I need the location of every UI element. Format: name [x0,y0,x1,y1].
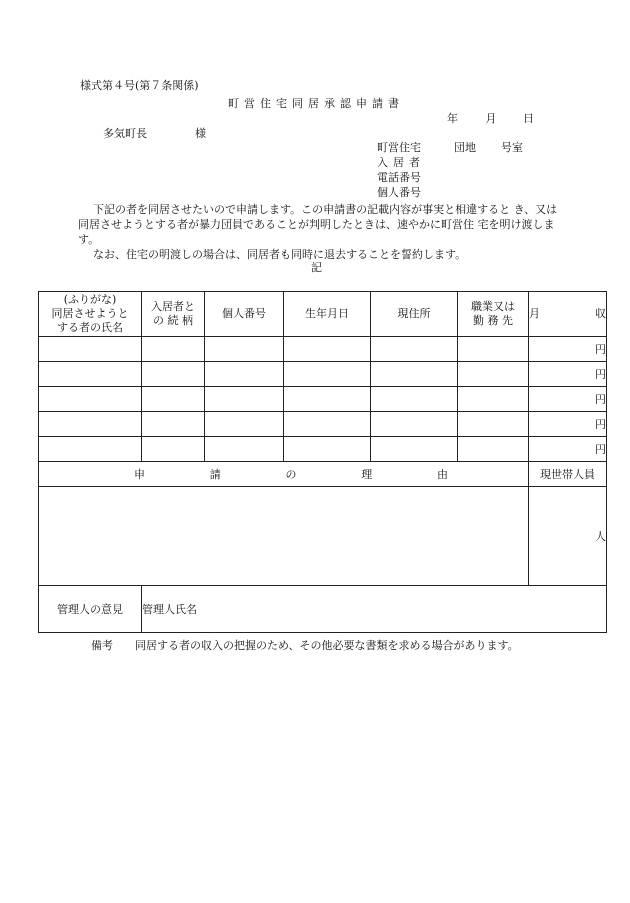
cell-relation[interactable] [142,412,205,437]
manager-opinion-field[interactable] [142,586,607,633]
header-name-line1: 同居させようと [51,307,129,320]
manager-opinion-label: 管理人の意見 [39,586,142,633]
application-table [38,291,607,633]
cell-my-number[interactable] [205,412,284,437]
reason-header-row [39,462,607,487]
table-row [39,362,607,387]
cell-address[interactable] [371,412,458,437]
reason-char: の [285,467,297,481]
header-job-line1: 職業又は [471,300,515,313]
cell-income[interactable]: 円 [529,362,607,387]
household-count-header: 現世帯人員 [529,462,607,487]
form-title: 町営住宅同居承認申請書 [228,97,404,110]
cell-job[interactable] [458,362,529,387]
form-number: 様式第４号(第７条関係) [80,79,199,92]
body-paragraph-2: なお、住宅の明渡しの場合は、同居者も同時に退去することを誓約します。 [93,248,467,261]
notes-text: 同居する者の収入の把握のため、その他必要な書類を求める場合があります。 [135,639,519,652]
cell-birthdate[interactable] [284,337,371,362]
date-row [447,113,534,124]
cell-job[interactable] [458,337,529,362]
table-row [39,337,607,362]
cell-birthdate[interactable] [284,362,371,387]
applicant-housing [377,142,523,153]
header-name-line2: する者の氏名 [57,321,123,334]
cell-income[interactable]: 円 [529,412,607,437]
addressee [103,128,206,139]
applicant-resident-label: 入居者 [377,156,425,169]
cell-address[interactable] [371,437,458,462]
complex-label: 団地 [454,141,476,154]
cell-relation[interactable] [142,387,205,412]
body-text [78,202,558,262]
manager-row [39,586,607,633]
cell-job[interactable] [458,437,529,462]
header-relation-line2: の 続 柄 [153,314,193,327]
cell-income[interactable]: 円 [529,437,607,462]
cell-name[interactable] [39,412,142,437]
cell-job[interactable] [458,387,529,412]
reason-char: 請 [209,467,221,481]
reason-header [39,462,529,487]
table-row [39,387,607,412]
cell-name[interactable] [39,387,142,412]
cell-address[interactable] [371,362,458,387]
date-month: 月 [485,112,497,125]
reason-char: 理 [361,467,373,481]
cell-my-number[interactable] [205,437,284,462]
header-income-month: 月 [529,307,566,320]
room-label: 号室 [501,141,523,154]
header-name [39,292,142,337]
cell-name[interactable] [39,437,142,462]
header-job [458,292,529,337]
table-row [39,412,607,437]
cell-my-number[interactable] [205,362,284,387]
date-year: 年 [447,112,458,125]
manager-name-label: 管理人氏名 [142,602,197,616]
applicant-phone-label: 電話番号 [377,171,421,184]
cell-name[interactable] [39,362,142,387]
header-income-label: 収 [595,307,606,320]
header-income [529,292,607,337]
header-birthdate: 生年月日 [284,292,371,337]
body-paragraph-1: 下記の者を同居させたいので申請します。この申請書の記載内容が事実と相違すると き、又は同居させようとする者が暴力団員であることが判明したときは、速やかに町営住 宅を明け渡します。 [78,203,558,246]
cell-address[interactable] [371,337,458,362]
cell-job[interactable] [458,412,529,437]
ki-label: 記 [311,261,322,274]
reason-char: 申 [134,467,145,481]
applicant-mynumber-label: 個人番号 [377,186,421,199]
date-day: 日 [523,112,534,125]
addressee-name: 多気町長 [103,127,147,140]
reason-field[interactable] [39,487,529,586]
cell-address[interactable] [371,387,458,412]
header-my-number: 個人番号 [205,292,284,337]
reason-char: 由 [437,467,448,481]
reason-title [39,469,528,480]
header-job-line2: 勤 務 先 [473,314,513,327]
notes [91,640,519,651]
cell-income[interactable]: 円 [529,387,607,412]
table-row [39,437,607,462]
housing-label: 町営住宅 [377,141,421,154]
table-header-row [39,292,607,337]
cell-my-number[interactable] [205,387,284,412]
cell-birthdate[interactable] [284,412,371,437]
cell-relation[interactable] [142,362,205,387]
header-relation-line1: 入居者と [151,300,195,313]
header-furigana: (ふりがな) [63,293,117,306]
reason-body-row [39,487,607,586]
cell-income[interactable]: 円 [529,337,607,362]
cell-relation[interactable] [142,437,205,462]
cell-my-number[interactable] [205,337,284,362]
header-relation [142,292,205,337]
cell-relation[interactable] [142,337,205,362]
cell-birthdate[interactable] [284,387,371,412]
household-count-field[interactable]: 人 [529,487,607,586]
cell-birthdate[interactable] [284,437,371,462]
notes-label: 備考 [91,639,113,652]
header-address: 現住所 [371,292,458,337]
cell-name[interactable] [39,337,142,362]
addressee-suffix: 様 [195,127,206,140]
